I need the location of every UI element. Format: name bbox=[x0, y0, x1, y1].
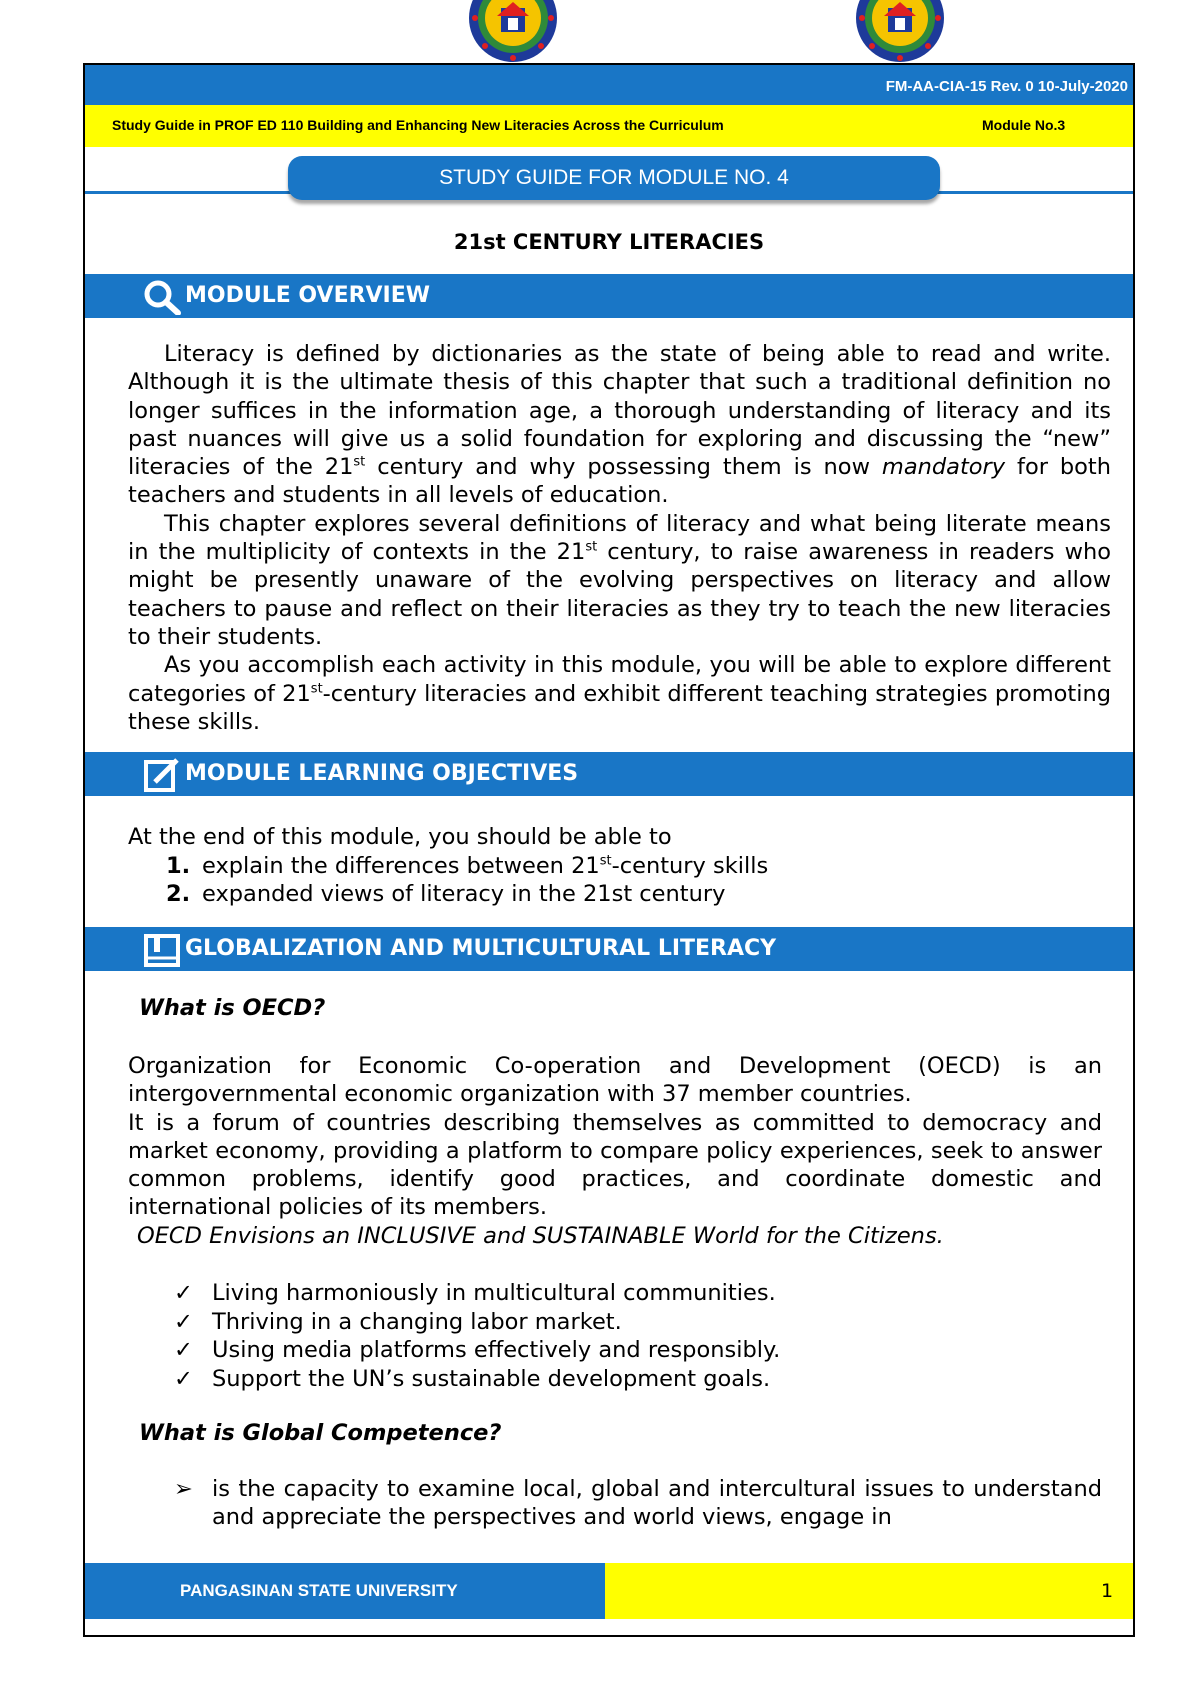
module-number: Module No.3 bbox=[982, 117, 1066, 133]
oecd-paragraph-2: It is a forum of countries describing themselves as committed to democracy and market economy, providing a platform to compare policy experiences, seek to answer common problems, identify good practices, and coordinate domestic and international policies of its members. bbox=[128, 1109, 1102, 1221]
banner-rule-left bbox=[85, 191, 295, 194]
book-icon bbox=[143, 932, 181, 968]
banner-rule-right bbox=[930, 191, 1133, 194]
section-heading: MODULE OVERVIEW bbox=[185, 283, 431, 308]
overview-paragraph-3: As you accomplish each activity in this module, you will be able to explore different categories of 21st-century literacies and exhibit different teaching strategies promoting these skills. bbox=[128, 652, 1112, 735]
university-seal-left-icon bbox=[463, 0, 563, 66]
list-item: ✓ Living harmoniously in multicultural communities. bbox=[174, 1280, 776, 1306]
check-icon: ✓ bbox=[174, 1337, 193, 1363]
course-title: Study Guide in PROF ED 110 Building and Enhancing New Literacies Across the Curriculum bbox=[112, 117, 724, 133]
arrow-bullet-icon: ➢ bbox=[174, 1476, 193, 1502]
section-module-overview bbox=[85, 274, 1133, 318]
check-icon: ✓ bbox=[174, 1365, 193, 1392]
section-heading: GLOBALIZATION AND MULTICULTURAL LITERACY bbox=[185, 936, 777, 961]
list-item: 2. expanded views of literacy in the 21st century bbox=[166, 881, 726, 907]
objectives-intro: At the end of this module, you should be able to bbox=[128, 824, 672, 850]
magnifier-icon bbox=[143, 279, 181, 315]
section-learning-objectives bbox=[85, 752, 1133, 796]
list-item bbox=[174, 1475, 1102, 1531]
question-oecd: What is OECD? bbox=[139, 995, 326, 1021]
university-name: PANGASINAN STATE UNIVERSITY bbox=[180, 1581, 458, 1600]
question-global-competence: What is Global Competence? bbox=[139, 1420, 502, 1446]
list-item: ✓ Using media platforms effectively and responsibly. bbox=[174, 1337, 781, 1363]
list-item: 1. explain the differences between 21st-century skills bbox=[166, 852, 769, 879]
global-competence-definition: is the capacity to examine local, global and intercultural issues to understand and appreciate the perspectives and world views, engage in bbox=[212, 1476, 1102, 1530]
oecd-vision-list bbox=[174, 1279, 780, 1393]
footer-yellow-block bbox=[605, 1563, 1133, 1619]
section-globalization bbox=[85, 927, 1133, 971]
list-item: ✓ Support the UN’s sustainable development goals. bbox=[174, 1365, 771, 1392]
overview-paragraph-1: Literacy is defined by dictionaries as the state of being able to read and write. Although it is the ultimate thesis of this chapter that such a traditional definition no longer suffices in the information age, a thorough understanding of literacy and its past nuances will give us a solid foundation for exploring and discussing the “new” literacies of the 21st century and why possessing them is now mandatory for both teachers and students in all levels of education. bbox=[128, 341, 1112, 509]
study-guide-banner: STUDY GUIDE FOR MODULE NO. 4 bbox=[288, 156, 940, 200]
objectives-list bbox=[128, 823, 768, 909]
check-icon: ✓ bbox=[174, 1308, 193, 1335]
page-number: 1 bbox=[1101, 1580, 1114, 1602]
university-seal-right-icon bbox=[850, 0, 950, 66]
list-item: ✓ Thriving in a changing labor market. bbox=[174, 1308, 622, 1335]
oecd-text bbox=[128, 1052, 1102, 1250]
oecd-vision: OECD Envisions an INCLUSIVE and SUSTAINABLE World for the Citizens. bbox=[137, 1222, 944, 1249]
overview-paragraph-2: This chapter explores several definitions of literacy and what being literate means in the multiplicity of contexts in the 21st century, to raise awareness in readers who might be presently unaware of the evolving perspectives on literacy and allow teachers to pause and reflect on their literacies as they try to teach the new literacies to their students. bbox=[128, 510, 1111, 650]
section-heading: MODULE LEARNING OBJECTIVES bbox=[185, 761, 579, 786]
oecd-paragraph-1: Organization for Economic Co-operation and Development (OECD) is an intergovernmental economic organization with 37 member countries. bbox=[128, 1053, 1102, 1108]
form-code: FM-AA-CIA-15 Rev. 0 10-July-2020 bbox=[885, 78, 1128, 95]
pencil-note-icon bbox=[143, 757, 181, 793]
check-icon: ✓ bbox=[174, 1280, 193, 1306]
page-title: 21st CENTURY LITERACIES bbox=[453, 230, 765, 254]
overview-text bbox=[128, 340, 1111, 736]
